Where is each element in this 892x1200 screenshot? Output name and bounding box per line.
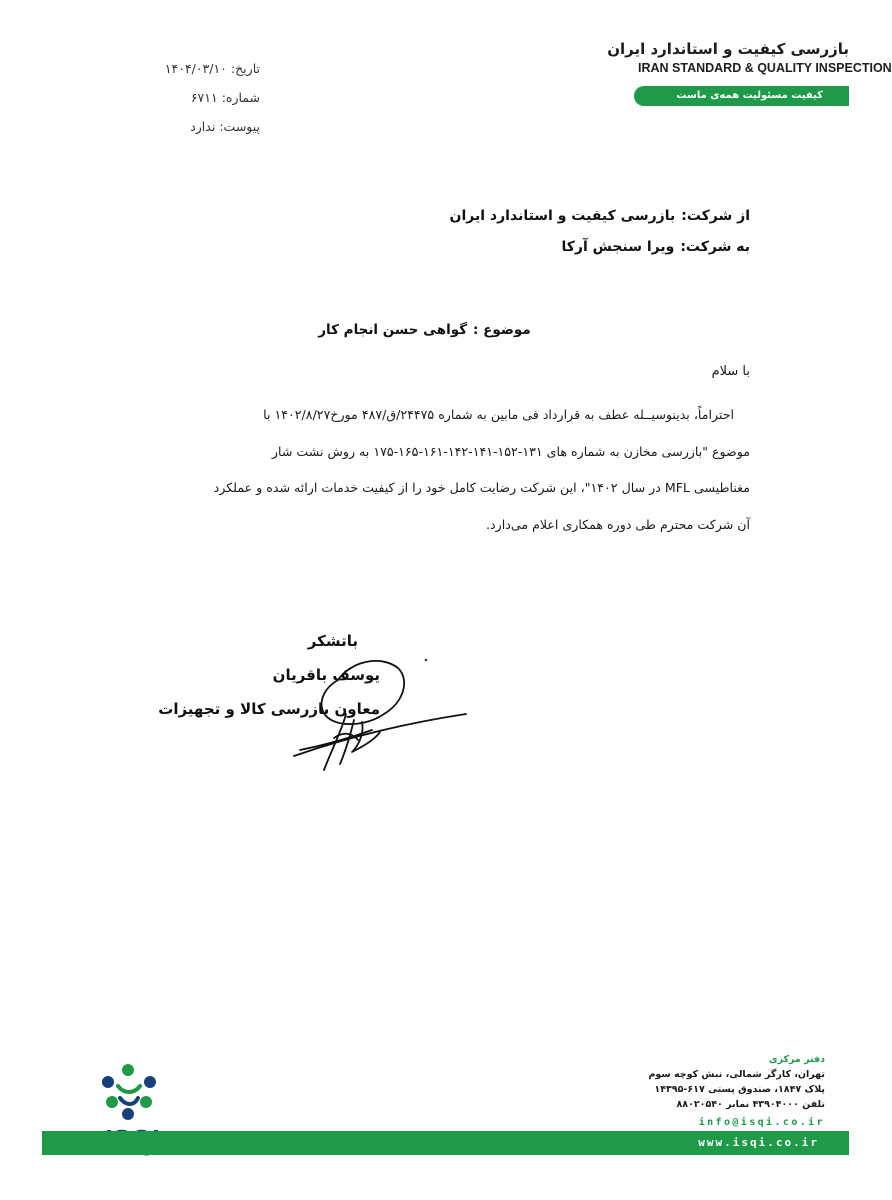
footer-website: www.isqi.co.ir xyxy=(698,1136,819,1149)
number-value: ۶۷۱۱ xyxy=(190,90,218,105)
from-label: از شرکت: xyxy=(681,208,750,224)
subject-line xyxy=(0,322,849,338)
body-line: موضوع "بازرسی مخازن به شماره های ۱۳۱-۱۵۲-۱۴۱-۱۴۲-۱۶۱-۱۶۵-۱۷۵ به روش نشت شار xyxy=(271,443,750,459)
letterhead-slogan-bar xyxy=(634,86,849,106)
date-value: ۱۴۰۴/۰۳/۱۰ xyxy=(164,61,227,76)
office-phone: تلفن ۴۳۹۰۴۰۰۰ نمابر ۸۸۰۲۰۵۴۰ xyxy=(676,1099,825,1110)
handwritten-signature xyxy=(280,640,480,780)
body-paragraph xyxy=(104,397,750,543)
office-info xyxy=(625,1052,825,1130)
date-label: تاریخ: xyxy=(230,61,260,76)
to-value: ویرا سنجش آرکا xyxy=(561,239,675,255)
body-line: آن شرکت محترم طی دوره همکاری اعلام می‌دارد. xyxy=(486,516,750,532)
addressee-block xyxy=(450,202,750,264)
letter-meta xyxy=(140,58,260,145)
footer-bar xyxy=(42,1131,849,1155)
office-address-1: تهران، کارگر شمالی، نبش کوچه سوم xyxy=(648,1069,825,1080)
attachment-value: ندارد xyxy=(190,119,216,134)
subject-label: موضوع : xyxy=(473,322,531,338)
office-title: دفتر مرکزی xyxy=(768,1054,825,1065)
letterhead-slogan: کیفیت مسئولیت همه‌ی ماست xyxy=(676,90,823,101)
from-line xyxy=(450,202,750,233)
office-address-2: پلاک ۱۸۴۷، صندوق پستی ۶۱۷-۱۴۳۹۵ xyxy=(654,1084,825,1095)
attachment-label: پیوست: xyxy=(219,119,260,134)
subject-value: گواهی حسن انجام کار xyxy=(318,322,468,338)
signatory-title: معاون بازرسی کالا و تجهیزات xyxy=(158,700,380,718)
logo-mark-icon xyxy=(98,1062,168,1126)
from-value: بازرسی کیفیت و استاندارد ایران xyxy=(449,208,676,224)
date-row xyxy=(140,58,260,87)
body-line: مغناطیسی MFL در سال ۱۴۰۲"، این شرکت رضایت کامل خود را از کیفیت خدمات ارائه شده و عملکرد xyxy=(213,480,750,495)
attachment-row xyxy=(140,116,260,145)
signatory-name: یوسف باقریان xyxy=(272,666,380,684)
signature-closing: باتشکر xyxy=(307,632,358,650)
greeting: با سلام xyxy=(711,364,750,379)
letterhead-name-fa: بازرسی کیفیت و استاندارد ایران xyxy=(607,40,849,58)
body-line: احتراماً، بدینوسیــله عطف به قرارداد فی مابین به شماره ۲۴۴۷۵/ق/۴۸۷ مورخ۱۴۰۲/۸/۲۷ با xyxy=(263,407,734,422)
to-label: به شرکت: xyxy=(680,239,750,255)
number-row xyxy=(140,87,260,116)
letterhead-name-en: IRAN STANDARD & QUALITY INSPECTION xyxy=(638,61,892,75)
number-label: شماره: xyxy=(221,90,260,105)
letterhead xyxy=(607,38,892,106)
to-line xyxy=(450,233,750,264)
office-email: info@isqi.co.ir xyxy=(698,1117,825,1128)
